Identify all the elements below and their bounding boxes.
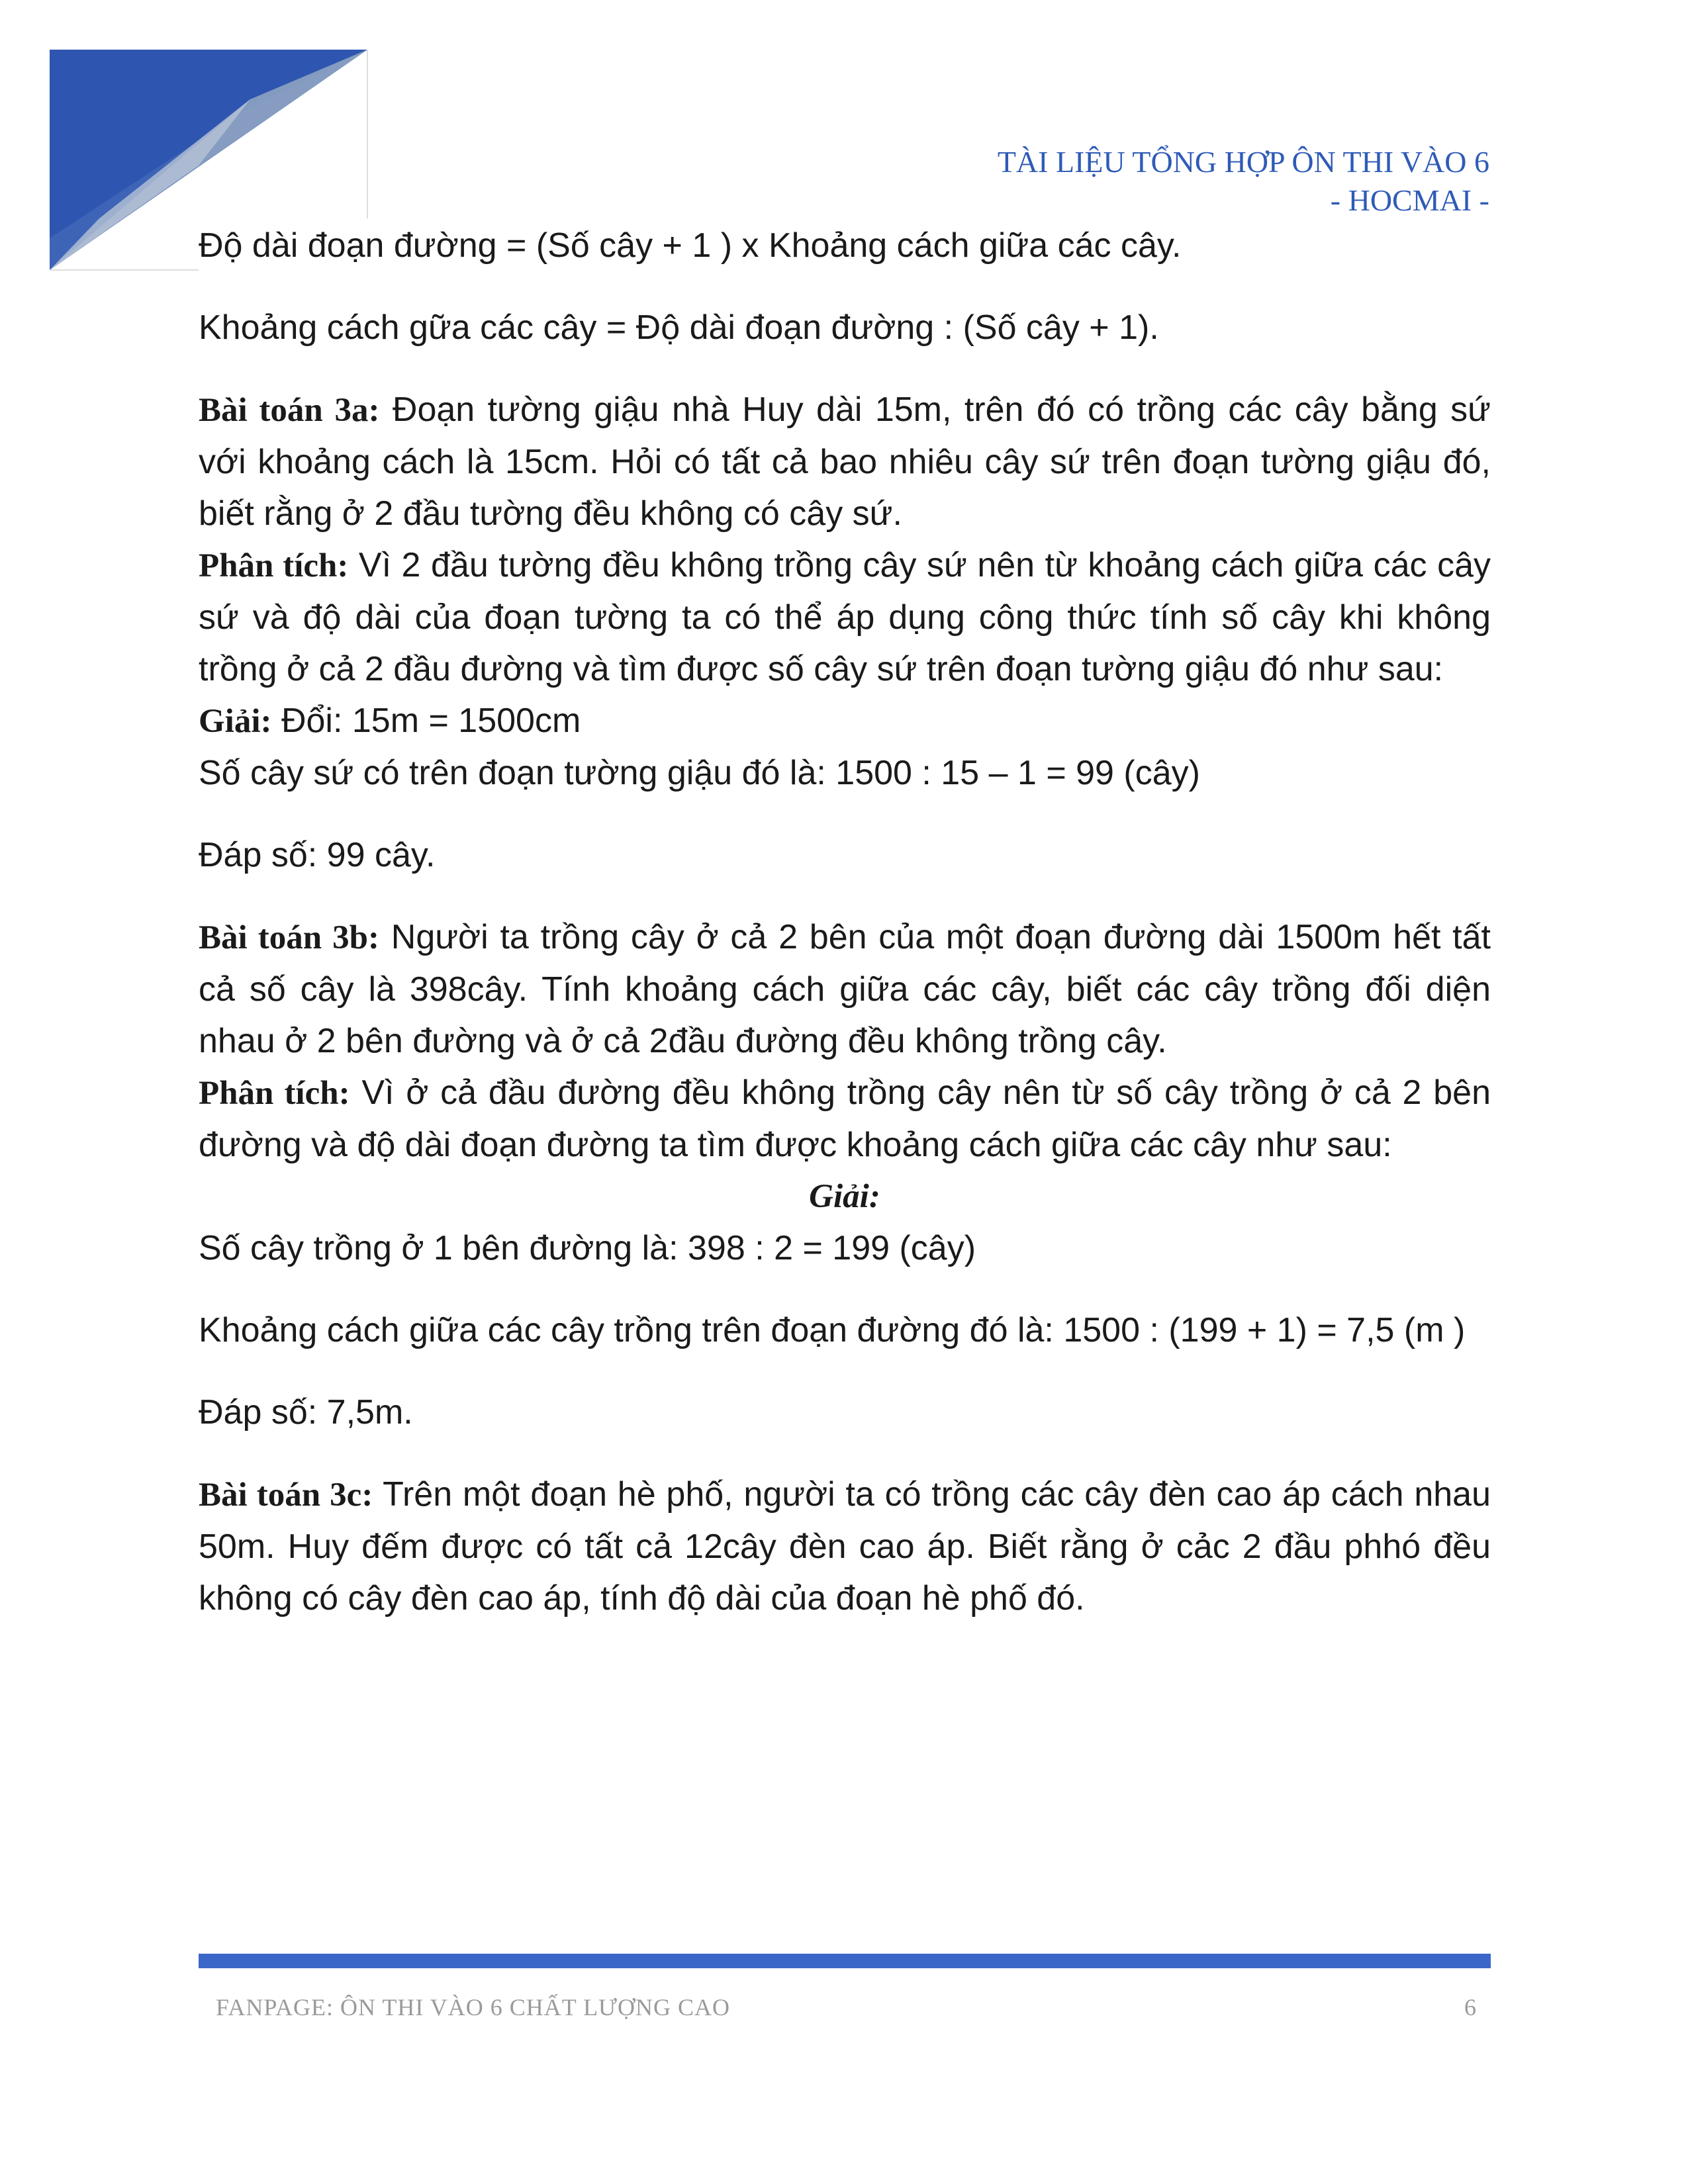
- problem-3b-solution-label: Giải:: [809, 1178, 880, 1215]
- problem-3a-step-1: Số cây sứ có trên đoạn tường giậu đó là: 1500 : 15 – 1 = 99 (cây): [199, 754, 1200, 792]
- problem-3a-solution: [199, 695, 1491, 747]
- problem-3a-label: Bài toán 3a:: [199, 392, 380, 429]
- header-title: TÀI LIỆU TỔNG HỢP ÔN THI VÀO 6: [997, 145, 1489, 179]
- problem-3b-analysis: [199, 1067, 1491, 1171]
- problem-3c: [199, 1469, 1491, 1624]
- solution-label: Giải:: [199, 703, 272, 740]
- footer-divider: [199, 1954, 1491, 1968]
- problem-3a: [199, 384, 1491, 539]
- formula-length: Độ dài đoạn đường = (Số cây + 1 ) x Khoảng cách giữa các cây.: [199, 226, 1182, 265]
- footer-fanpage: FANPAGE: ÔN THI VÀO 6 CHẤT LƯỢNG CAO: [216, 1994, 730, 2021]
- page-header: [998, 143, 1489, 220]
- problem-3a-answer: Đáp số: 99 cây.: [199, 836, 436, 874]
- problem-3b-label: Bài toán 3b:: [199, 919, 380, 956]
- formula-distance: Khoảng cách gữa các cây = Độ dài đoạn đường : (Số cây + 1).: [199, 308, 1159, 347]
- solution-text: Đổi: 15m = 1500cm: [271, 702, 581, 740]
- page-number: 6: [1464, 1994, 1476, 2021]
- document-body: [199, 220, 1491, 1624]
- problem-3c-label: Bài toán 3c:: [199, 1477, 373, 1514]
- problem-3b-step-1: Số cây trồng ở 1 bên đường là: 398 : 2 = 199 (cây): [199, 1229, 976, 1267]
- problem-3b-text: Người ta trồng cây ở cả 2 bên của một đoạn đường dài 1500m hết tất cả số cây là 398cây. Tính khoảng cách giữa các cây, biết các cây trồng đối diện nhau ở 2 bên đường và ở cả 2đầu đường đều không trồng cây.: [199, 918, 1491, 1060]
- analysis-text: Vì 2 đầu tường đều không trồng cây sứ nên từ khoảng cách giữa các cây sứ và độ dài của đoạn tường ta có thể áp dụng công thức tính số cây khi không trồng ở cả 2 đầu đường và tìm được số cây sứ trên đoạn tường giậu đó như sau:: [199, 546, 1491, 688]
- problem-3a-text: Đoạn tường giậu nhà Huy dài 15m, trên đó có trồng các cây bằng sứ với khoảng cách là 15cm. Hỏi có tất cả bao nhiêu cây sứ trên đoạn tường giậu đó, biết rằng ở 2 đầu tường đều không có cây sứ.: [199, 390, 1491, 533]
- problem-3b: [199, 911, 1491, 1067]
- analysis-label: Phân tích:: [199, 547, 349, 584]
- analysis-text: Vì ở cả đầu đường đều không trồng cây nên từ số cây trồng ở cả 2 bên đường và độ dài đoạn đường ta tìm được khoảng cách giữa các cây như sau:: [199, 1073, 1491, 1164]
- problem-3a-analysis: [199, 539, 1491, 695]
- header-subtitle: - HOCMAI -: [1330, 183, 1489, 217]
- problem-3b-answer: Đáp số: 7,5m.: [199, 1393, 413, 1432]
- problem-3c-text: Trên một đoạn hè phố, người ta có trồng các cây đèn cao áp cách nhau 50m. Huy đếm được có tất cả 12cây đèn cao áp. Biết rằng ở cảc 2 đầu phhó đều không có cây đèn cao áp, tính độ dài của đoạn hè phố đó.: [199, 1475, 1491, 1617]
- analysis-label: Phân tích:: [199, 1075, 350, 1112]
- problem-3b-step-2: Khoảng cách giữa các cây trồng trên đoạn đường đó là: 1500 : (199 + 1) = 7,5 (m ): [199, 1311, 1466, 1349]
